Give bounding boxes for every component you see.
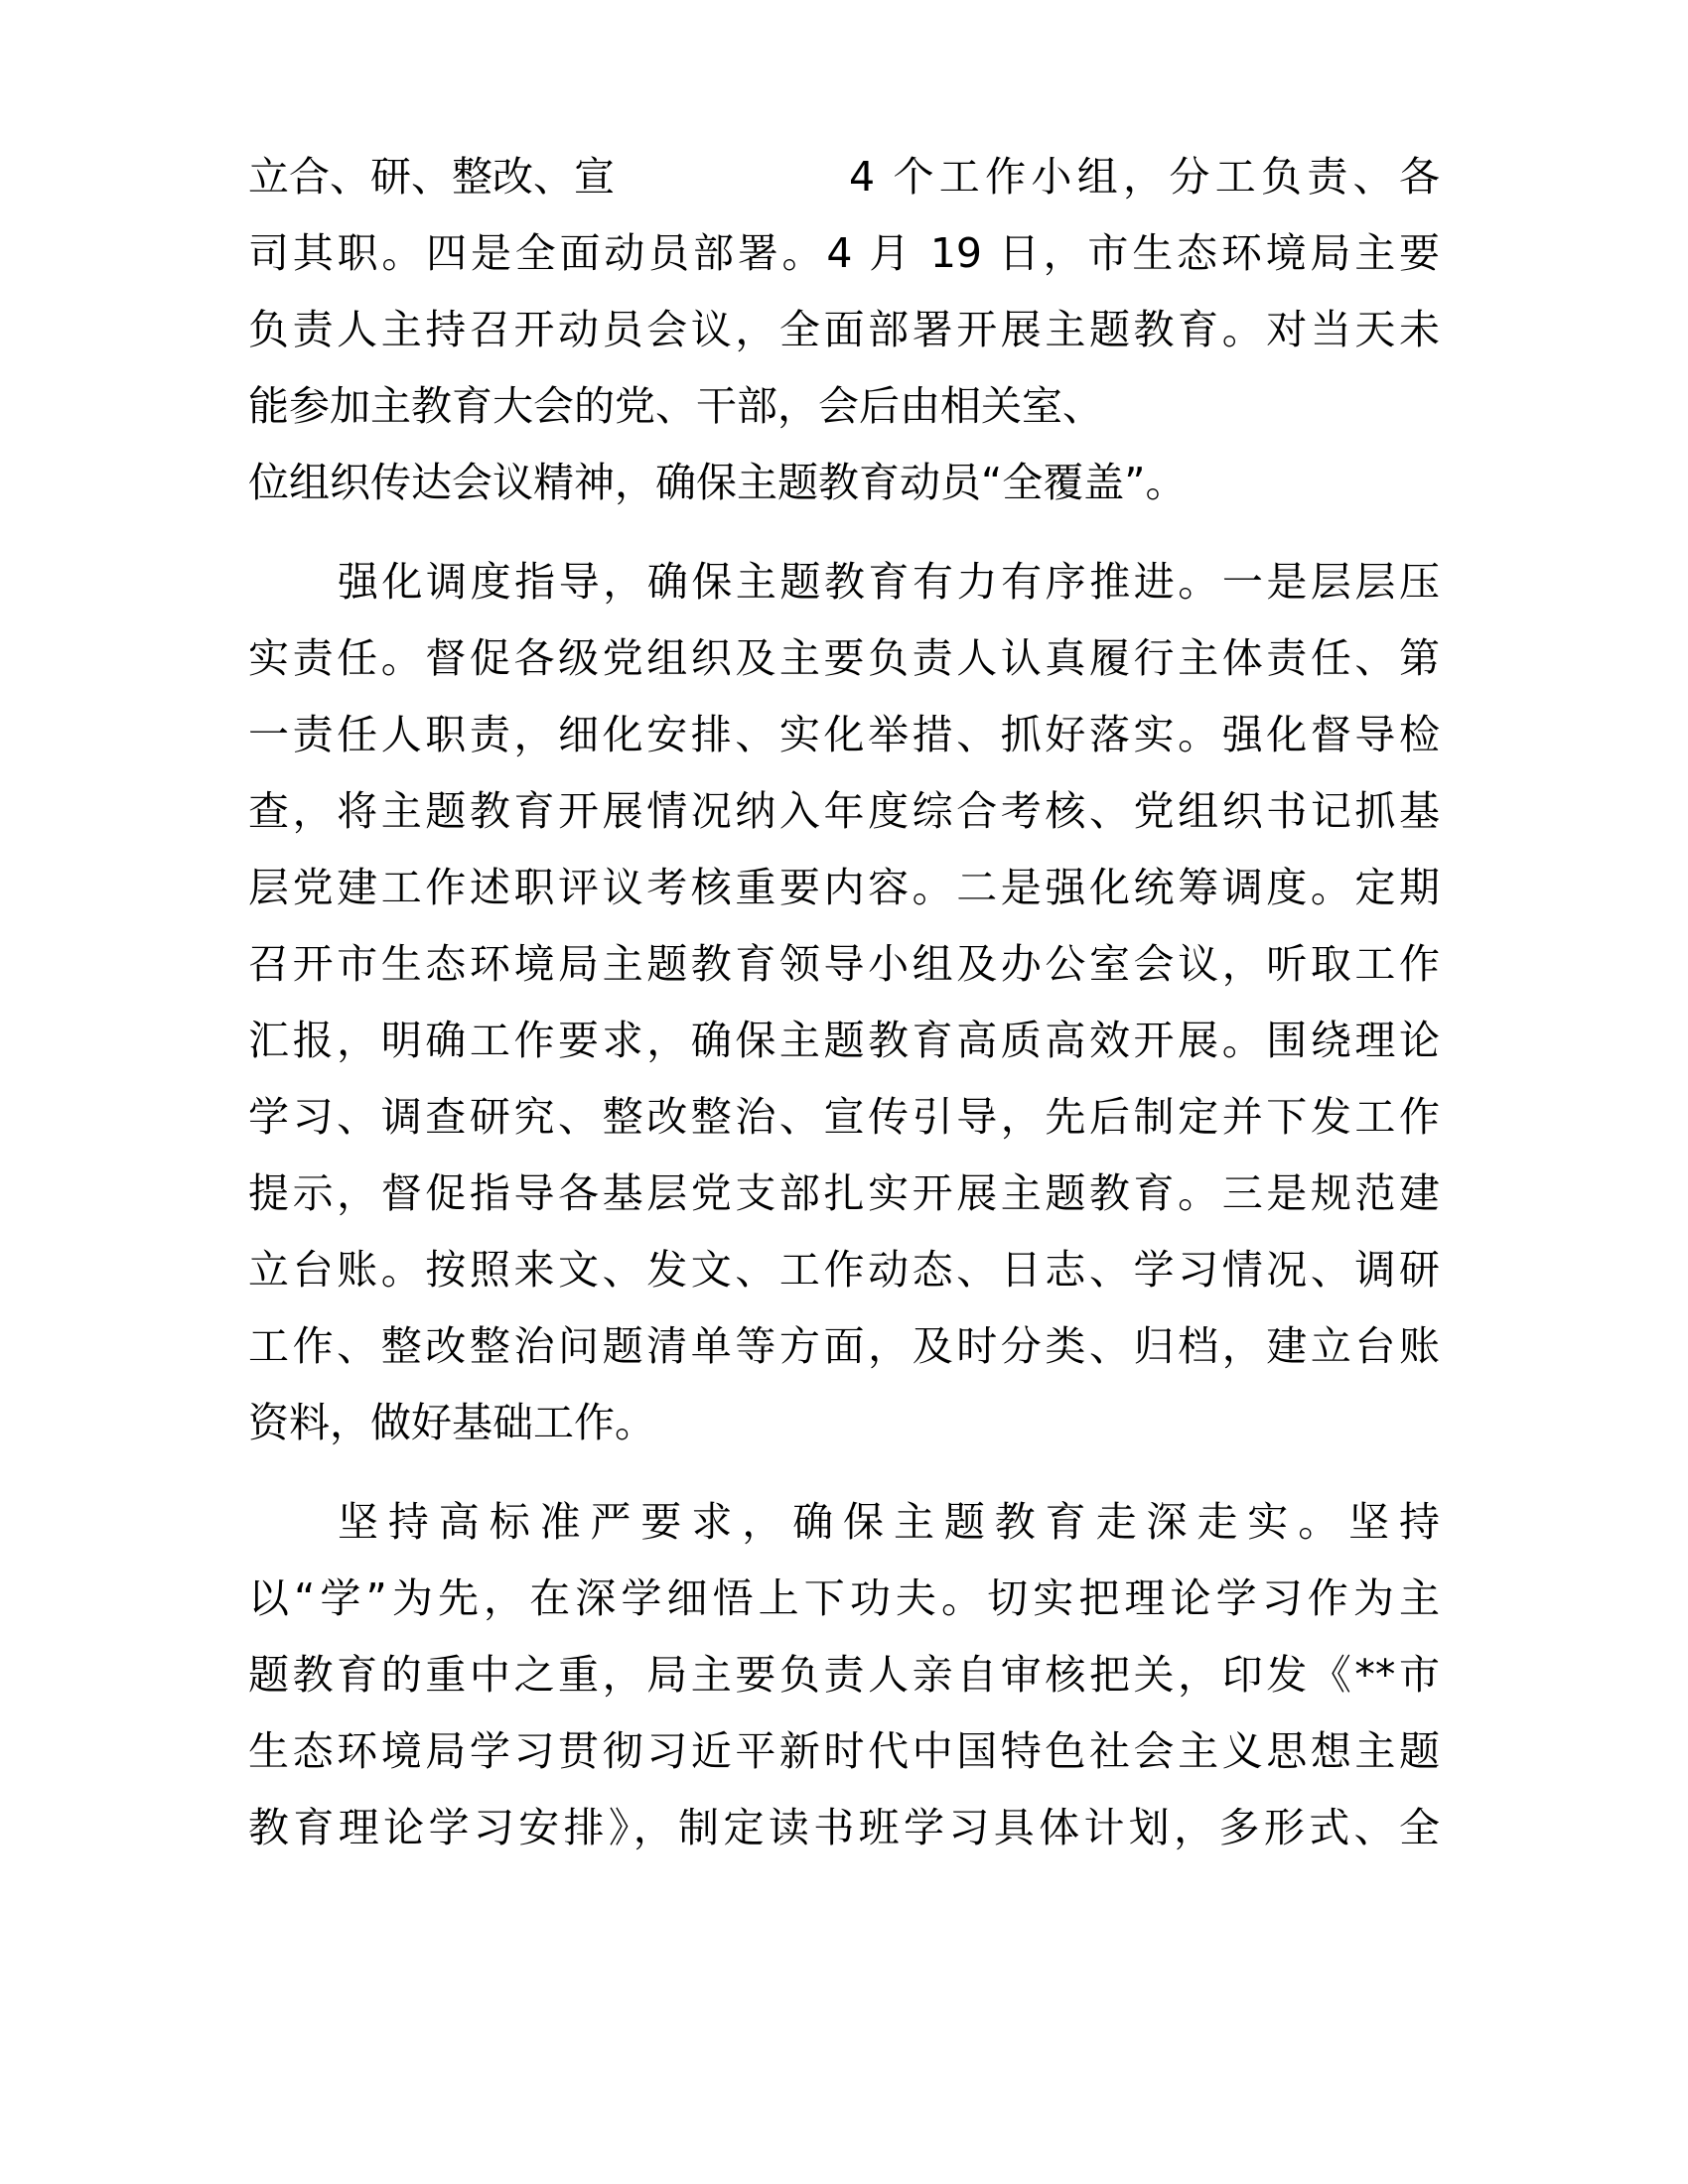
paragraph-2-line-3: 一责任人职责，细化安排、实化举措、抓好落实。强化督导检 xyxy=(248,711,1440,758)
paragraph-2-line-8: 学习、调查研究、整改整治、宣传引导，先后制定并下发工作 xyxy=(248,1093,1440,1141)
paragraph-2-line-1: 强化调度指导，确保主题教育有力有序推进。一是层层压 xyxy=(338,558,1440,606)
paragraph-3-line-2: 以“学”为先，在深学细悟上下功夫。切实把理论学习作为主 xyxy=(248,1574,1440,1622)
paragraph-3-line-4: 生态环境局学习贯彻习近平新时代中国特色社会主义思想主题 xyxy=(248,1727,1440,1775)
paragraph-1-line-5: 位组织传达会议精神，确保主题教育动员“全覆盖”。 xyxy=(248,459,1187,506)
paragraph-2-line-9: 提示，督促指导各基层党支部扎实开展主题教育。三是规范建 xyxy=(248,1169,1440,1217)
paragraph-3-line-5: 教育理论学习安排》，制定读书班学习具体计划，多形式、全 xyxy=(248,1804,1440,1851)
paragraph-1-line-1a: 立合、研、整改、宣 xyxy=(248,153,615,201)
paragraph-2-line-2: 实责任。督促各级党组织及主要负责人认真履行主体责任、第 xyxy=(248,634,1440,682)
paragraph-3-line-3: 题教育的重中之重，局主要负责人亲自审核把关，印发《**市 xyxy=(248,1651,1440,1699)
paragraph-2-line-6: 召开市生态环境局主题教育领导小组及办公室会议，听取工作 xyxy=(248,940,1440,988)
paragraph-1-line-2: 司其职。四是全面动员部署。4 月 19 日，市生态环境局主要 xyxy=(248,229,1440,277)
paragraph-2-line-7: 汇报，明确工作要求，确保主题教育高质高效开展。围绕理论 xyxy=(248,1017,1440,1064)
paragraph-2-line-5: 层党建工作述职评议考核重要内容。二是强化统筹调度。定期 xyxy=(248,864,1440,911)
paragraph-1-line-1b: 4 个工作小组，分工负责、各 xyxy=(849,153,1440,201)
body-text xyxy=(248,0,1440,2184)
paragraph-2-line-4: 查，将主题教育开展情况纳入年度综合考核、党组织书记抓基 xyxy=(248,787,1440,835)
paragraph-2-line-11: 工作、整改整治问题清单等方面，及时分类、归档，建立台账 xyxy=(248,1322,1440,1370)
paragraph-3-line-1: 坚持高标准严要求，确保主题教育走深走实。坚持 xyxy=(338,1498,1440,1546)
paragraph-2-line-12: 资料，做好基础工作。 xyxy=(248,1399,655,1446)
paragraph-1-line-4: 能参加主教育大会的党、干部，会后由相关室、 xyxy=(248,382,1103,430)
paragraph-1-line-3: 负责人主持召开动员会议，全面部署开展主题教育。对当天未 xyxy=(248,306,1440,353)
paragraph-2-line-10: 立台账。按照来文、发文、工作动态、日志、学习情况、调研 xyxy=(248,1246,1440,1294)
